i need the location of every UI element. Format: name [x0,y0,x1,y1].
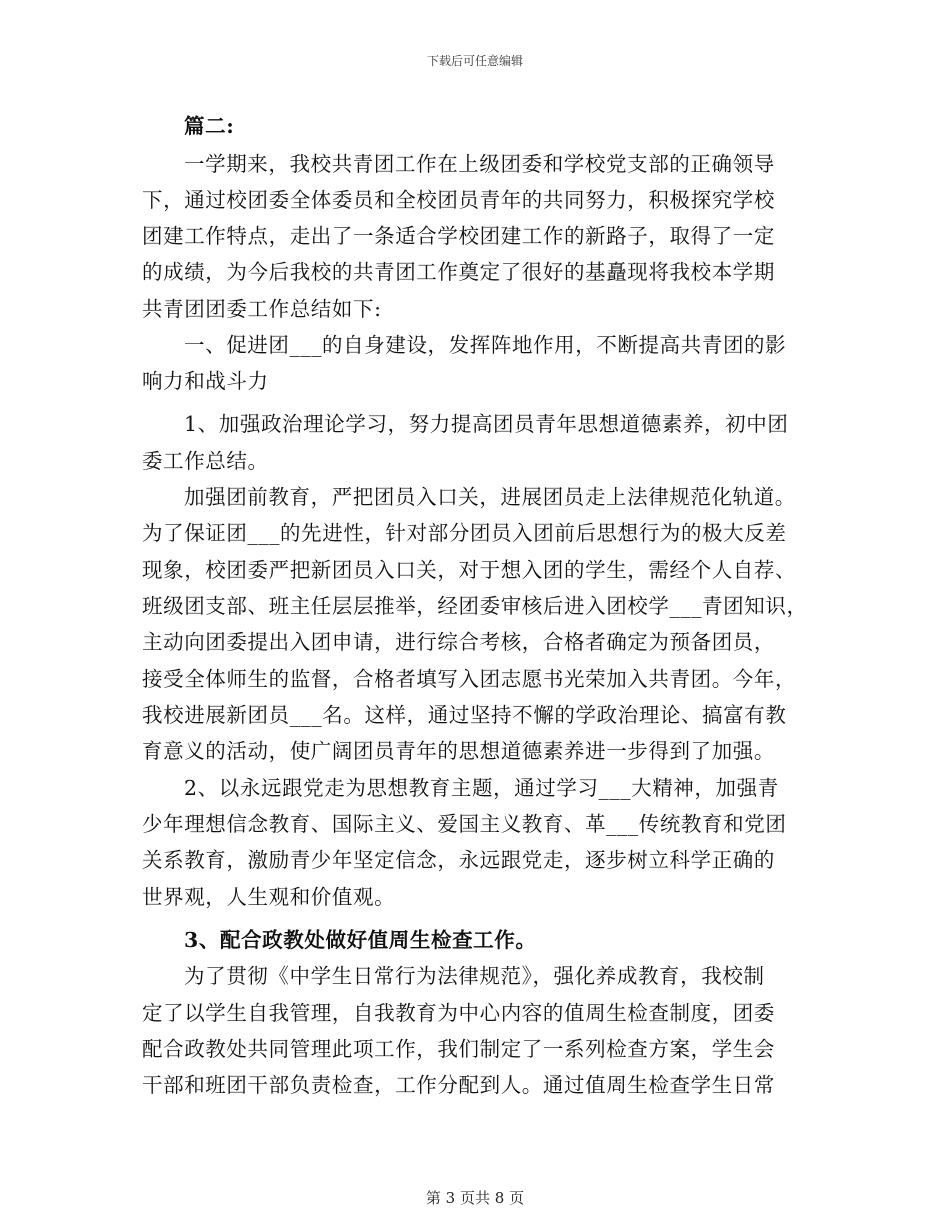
text-line: 共青团团委工作总结如下: [142,297,382,321]
section-title: 篇二: [184,114,235,138]
text-line: 1、加强政治理论学习，努力提高团员青年思想道德素养，初中团 [184,412,789,436]
text-line: 接受全体师生的监督，合格者填写入团志愿书光荣加入共青团。今年， [142,667,797,691]
page-footer: 第 3 页共 8 页 [425,1189,525,1207]
text-line: 响力和战斗力 [142,369,269,393]
text-line: 世界观，人生观和价值观。 [142,885,396,909]
text-line: 我校进展新团员___名。这样，通过坚持不懈的学政治理论、搞富有教 [142,703,787,727]
text-line: 团建工作特点，走出了一条适合学校团建工作的新路子，取得了一定 [142,224,775,248]
text-line: 班级团支部、班主任层层推举，经团委审核后进入团校学___青团知识， [142,594,808,618]
text-line: 关系教育，激励青少年坚定信念，永远跟党走，逐步树立科学正确的 [142,848,775,872]
text-line: 少年理想信念教育、国际主义、爱国主义教育、革___传统教育和党团 [142,812,787,836]
page-header: 下载后可任意编辑 [426,54,523,68]
text-line: 一、促进团___的自身建设，发挥阵地作用，不断提高共青团的影 [184,333,787,357]
text-line: 主动向团委提出入团申请，进行综合考核，合格者确定为预备团员， [142,630,775,654]
text-line: 的成绩，为今后我校的共青团工作奠定了很好的基矗现将我校本学期 [142,260,775,284]
text-line: 定了以学生自我管理，自我教育为中心内容的值周生检查制度，团委 [142,1001,775,1025]
text-line: 为了贯彻《中学生日常行为法律规范》，强化养成教育，我校制 [184,964,765,988]
text-line: 配合政教处共同管理此项工作，我们制定了一系列检查方案，学生会 [142,1037,775,1061]
text-line: 现象，校团委严把新团员入口关，对于想入团的学生，需经个人自荐、 [142,558,797,582]
text-line: 下，通过校团委全体委员和全校团员青年的共同努力，积极探究学校 [142,188,775,212]
text-line: 育意义的活动，使广阔团员青年的思想道德素养进一步得到了加强。 [142,739,775,763]
text-line: 为了保证团___的先进性，针对部分团员入团前后思想行为的极大反差 [142,521,787,545]
text-line: 委工作总结。 [142,449,269,473]
text-line: 一学期来，我校共青团工作在上级团委和学校党支部的正确领导 [184,152,775,176]
text-line: 加强团前教育，严把团员入口关，进展团员走上法律规范化轨道。 [184,485,796,509]
text-line: 2、以永远跟党走为思想教育主题，通过学习___大精神，加强青 [184,776,779,800]
subsection-heading: 3、配合政教处做好值周生检查工作。 [184,928,537,952]
text-line: 干部和班团干部负责检查，工作分配到人。通过值周生检查学生日常 [142,1073,775,1097]
